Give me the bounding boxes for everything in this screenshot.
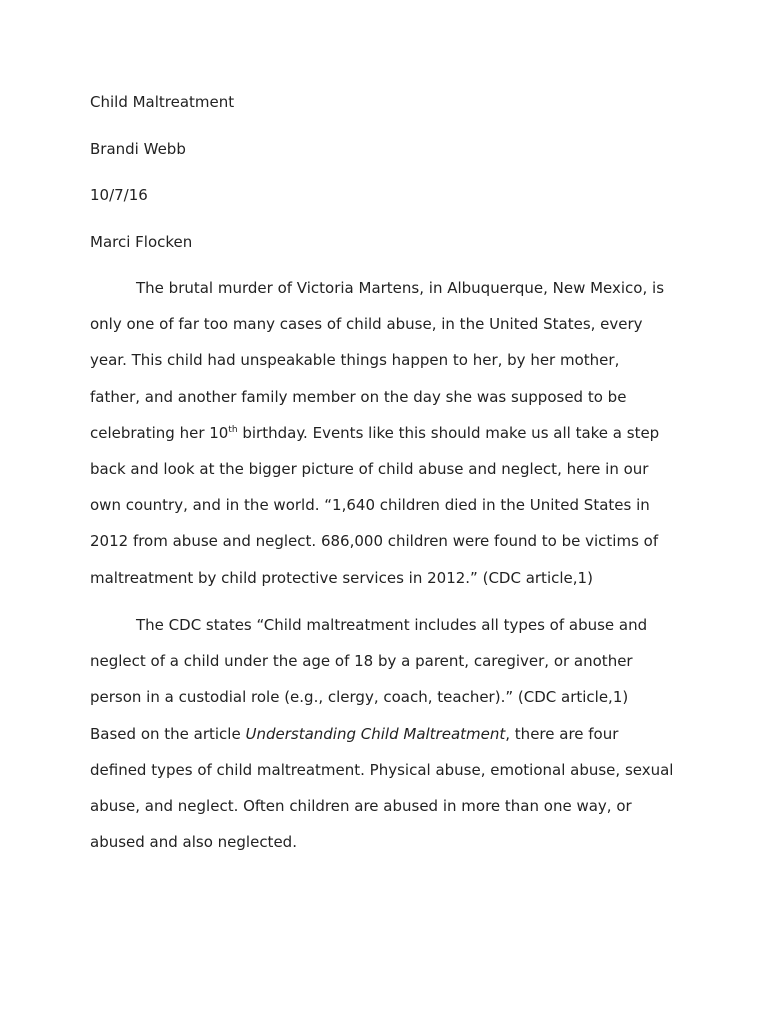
text-line: abuse, and neglect. Often children are abused in more than one way, or [90,796,632,815]
text-line: year. This child had unspeakable things happen to her, by her mother, [90,351,620,370]
ordinal-superscript: th [228,424,238,435]
text-line: only one of far too many cases of child abuse, in the United States, every [90,315,643,334]
text-line: back and look at the bigger picture of child abuse and neglect, here in our [90,459,649,478]
text-line: abused and also neglected. [90,833,297,852]
text-line: 2012 from abuse and neglect. 686,000 children were found to be victims of [90,532,659,551]
body-paragraph-2 [90,615,690,868]
article-title-italic: Understanding Child Maltreatment [245,724,506,743]
document-title: Child Maltreatment [90,93,235,111]
text-line: The CDC states “Child maltreatment includes all types of abuse and [136,616,648,634]
text-segment: celebrating her 10 [90,423,229,442]
text-line [90,724,690,760]
text-line: defined types of child maltreatment. Physical abuse, emotional abuse, sexual [90,760,674,779]
body-paragraph-1 [90,278,690,604]
text-line: father, and another family member on the day she was supposed to be [90,387,627,406]
text-segment: Based on the article [90,724,246,743]
text-line: The brutal murder of Victoria Martens, in Albuquerque, New Mexico, is [136,279,665,297]
text-segment: , there are four [505,724,619,743]
text-line [90,423,690,459]
author-name: Brandi Webb [90,140,186,158]
text-segment: birthday. Events like this should make us all take a step [237,423,660,442]
text-line: neglect of a child under the age of 18 by a parent, caregiver, or another [90,652,633,671]
document-date: 10/7/16 [90,186,148,204]
text-line: own country, and in the world. “1,640 children died in the United States in [90,496,650,515]
text-line: person in a custodial role (e.g., clergy, coach, teacher).” (CDC article,1) [90,688,629,707]
text-line: maltreatment by child protective services in 2012.” (CDC article,1) [90,568,593,587]
instructor-name: Marci Flocken [90,233,193,251]
